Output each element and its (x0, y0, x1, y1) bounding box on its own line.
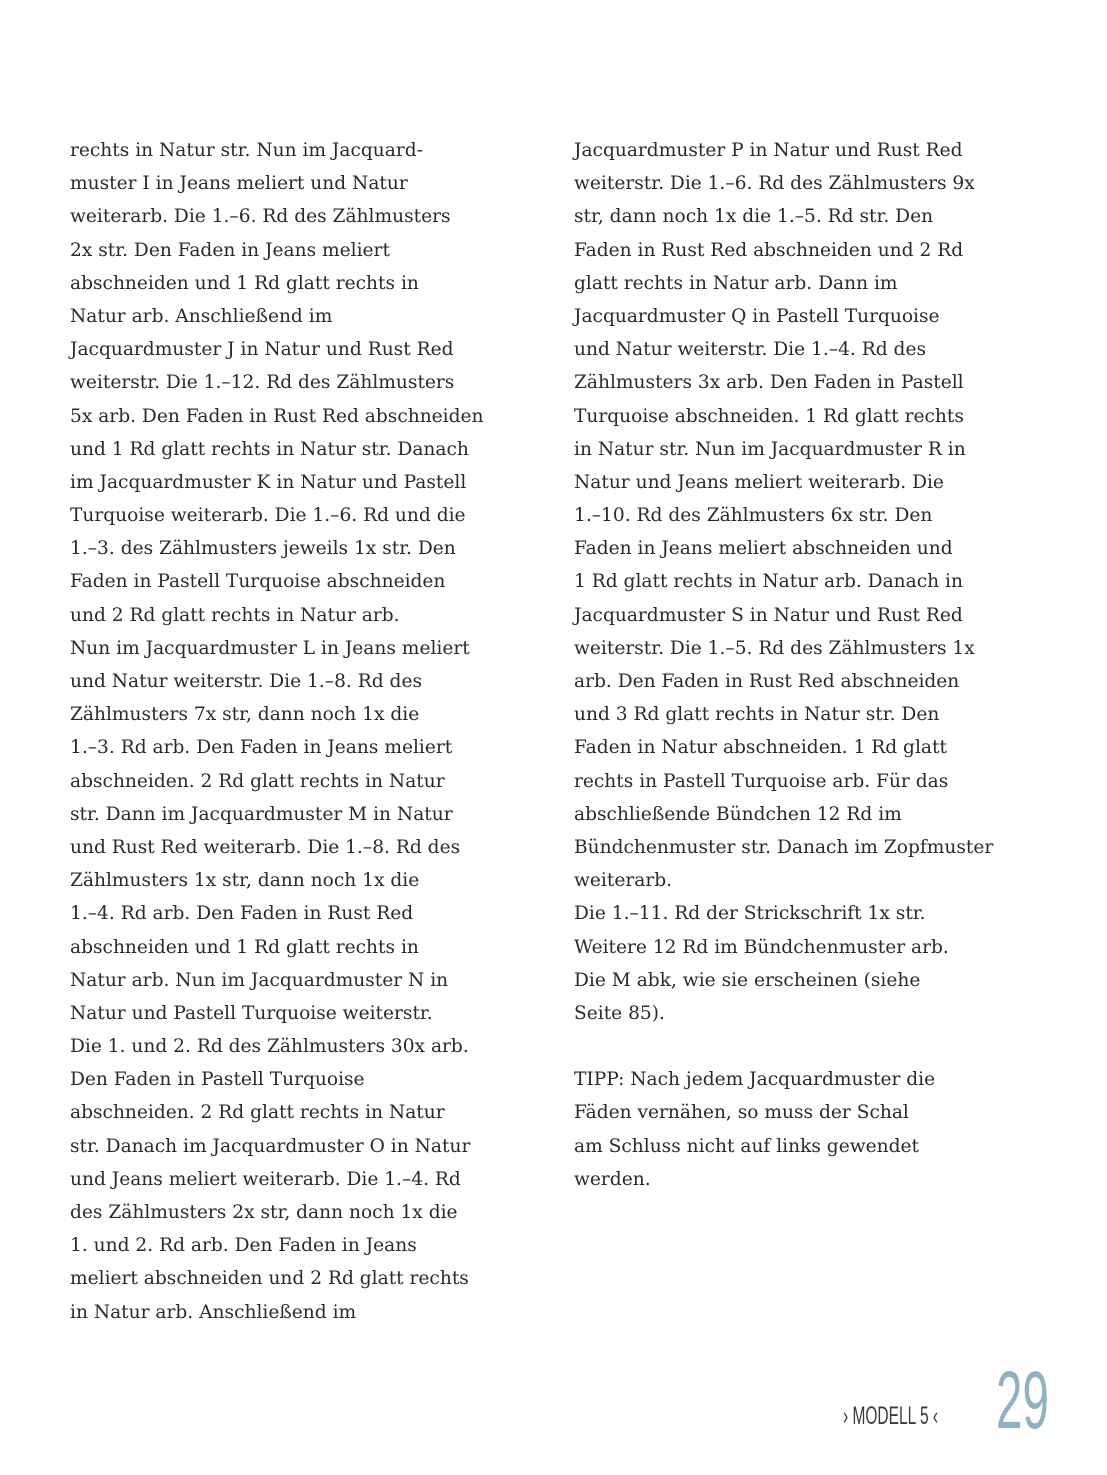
text-line: 5x arb. Den Faden in Rust Red abschneiden (70, 405, 484, 427)
text-line: Den Faden in Pastell Turquoise (70, 1069, 365, 1091)
text-line: 1 Rd glatt rechts in Natur arb. Danach in (574, 571, 963, 593)
text-line: und Natur weiterstr. Die 1.–4. Rd des (574, 339, 926, 361)
section-label: › MODELL 5 ‹ (843, 1402, 939, 1430)
text-line: rechts in Pastell Turquoise arb. Für das (574, 770, 949, 792)
text-line: Turquoise abschneiden. 1 Rd glatt rechts (574, 405, 964, 427)
text-line: str. Danach im Jacquardmuster O in Natur (70, 1135, 471, 1157)
right-text-column (574, 134, 1054, 1196)
text-line: Faden in Natur abschneiden. 1 Rd glatt (574, 737, 947, 759)
text-line: Jacquardmuster J in Natur und Rust Red (70, 339, 454, 361)
text-line: 2x str. Den Faden in Jeans meliert (70, 239, 390, 261)
text-line: im Jacquardmuster K in Natur und Pastell (70, 471, 467, 493)
text-line: arb. Den Faden in Rust Red abschneiden (574, 671, 960, 692)
text-line: weiterarb. (574, 870, 673, 892)
text-line: Natur und Jeans meliert weiterarb. Die (574, 471, 944, 493)
text-line: 1.–3. des Zählmusters jeweils 1x str. Den (70, 538, 456, 560)
text-line: Faden in Pastell Turquoise abschneiden (70, 571, 446, 593)
text-line: Faden in Rust Red abschneiden und 2 Rd (574, 239, 964, 261)
text-line: 1.–4. Rd arb. Den Faden in Rust Red (70, 903, 414, 925)
text-line: Natur arb. Nun im Jacquardmuster N in (70, 969, 449, 991)
text-line: und 3 Rd glatt rechts in Natur str. Den (574, 704, 940, 726)
text-line: Die M abk, wie sie erscheinen (siehe (574, 969, 921, 991)
text-line: weiterstr. Die 1.–6. Rd des Zählmusters 9x (574, 173, 975, 195)
text-line: Jacquardmuster S in Natur und Rust Red (574, 604, 963, 626)
text-line: und Jeans meliert weiterarb. Die 1.–4. Rd (70, 1168, 461, 1190)
text-line: in Natur arb. Anschließend im (70, 1301, 357, 1323)
text-line: muster I in Jeans meliert und Natur (70, 173, 408, 195)
text-line: am Schluss nicht auf links gewendet (574, 1135, 919, 1157)
text-line (574, 1030, 1054, 1063)
text-line: str. Dann im Jacquardmuster M in Natur (70, 803, 453, 825)
text-line: 1.–3. Rd arb. Den Faden in Jeans meliert (70, 737, 453, 759)
text-line: abschneiden und 1 Rd glatt rechts in (70, 936, 419, 958)
text-line: rechts in Natur str. Nun im Jacquard- (70, 140, 423, 161)
text-line: des Zählmusters 2x str, dann noch 1x die (70, 1202, 458, 1223)
text-line: Turquoise weiterarb. Die 1.–6. Rd und die (70, 505, 466, 527)
text-line: und 1 Rd glatt rechts in Natur str. Danach (70, 438, 469, 460)
text-line: Natur arb. Anschließend im (70, 305, 333, 327)
left-text-column (70, 134, 540, 1329)
text-line: TIPP: Nach jedem Jacquardmuster die (574, 1069, 936, 1091)
text-line: werden. (574, 1168, 651, 1190)
text-line: glatt rechts in Natur arb. Dann im (574, 272, 898, 294)
text-line: weiterstr. Die 1.–5. Rd des Zählmusters 1x (574, 637, 975, 659)
text-line: Fäden vernähen, so muss der Schal (574, 1102, 909, 1124)
text-line: Die 1.–11. Rd der Strickschrift 1x str. (574, 903, 926, 925)
text-line: Weitere 12 Rd im Bündchenmuster arb. (574, 936, 949, 958)
text-line: Bündchenmuster str. Danach im Zopfmuster (574, 836, 994, 858)
text-line: Seite 85). (574, 1002, 665, 1024)
text-line: Zählmusters 1x str, dann noch 1x die (70, 870, 420, 892)
text-line: 1. und 2. Rd arb. Den Faden in Jeans (70, 1235, 417, 1257)
text-line: 1.–10. Rd des Zählmusters 6x str. Den (574, 505, 933, 527)
text-line: und Rust Red weiterarb. Die 1.–8. Rd des (70, 836, 461, 858)
text-line: abschneiden. 2 Rd glatt rechts in Natur (70, 770, 445, 792)
text-line: Zählmusters 7x str, dann noch 1x die (70, 704, 420, 726)
text-line: str, dann noch 1x die 1.–5. Rd str. Den (574, 206, 934, 228)
text-line: meliert abschneiden und 2 Rd glatt rechts (70, 1268, 469, 1290)
text-line: und Natur weiterstr. Die 1.–8. Rd des (70, 671, 422, 692)
text-line: in Natur str. Nun im Jacquardmuster R in (574, 438, 966, 460)
text-line: Jacquardmuster Q in Pastell Turquoise (574, 305, 940, 327)
text-line: Die 1. und 2. Rd des Zählmusters 30x arb. (70, 1036, 469, 1058)
page-number: 29 (996, 1355, 1049, 1446)
text-line: Nun im Jacquardmuster L in Jeans meliert (70, 637, 470, 659)
text-line: Zählmusters 3x arb. Den Faden in Pastell (574, 372, 964, 394)
text-line: weiterarb. Die 1.–6. Rd des Zählmusters (70, 206, 451, 228)
text-line: weiterstr. Die 1.–12. Rd des Zählmusters (70, 372, 455, 394)
text-line: abschließende Bündchen 12 Rd im (574, 803, 902, 825)
text-line: abschneiden und 1 Rd glatt rechts in (70, 272, 419, 294)
text-line: Jacquardmuster P in Natur und Rust Red (574, 140, 963, 161)
text-line: Natur und Pastell Turquoise weiterstr. (70, 1002, 433, 1024)
text-line: abschneiden. 2 Rd glatt rechts in Natur (70, 1102, 445, 1124)
text-line: und 2 Rd glatt rechts in Natur arb. (70, 604, 400, 626)
text-line: Faden in Jeans meliert abschneiden und (574, 538, 953, 560)
